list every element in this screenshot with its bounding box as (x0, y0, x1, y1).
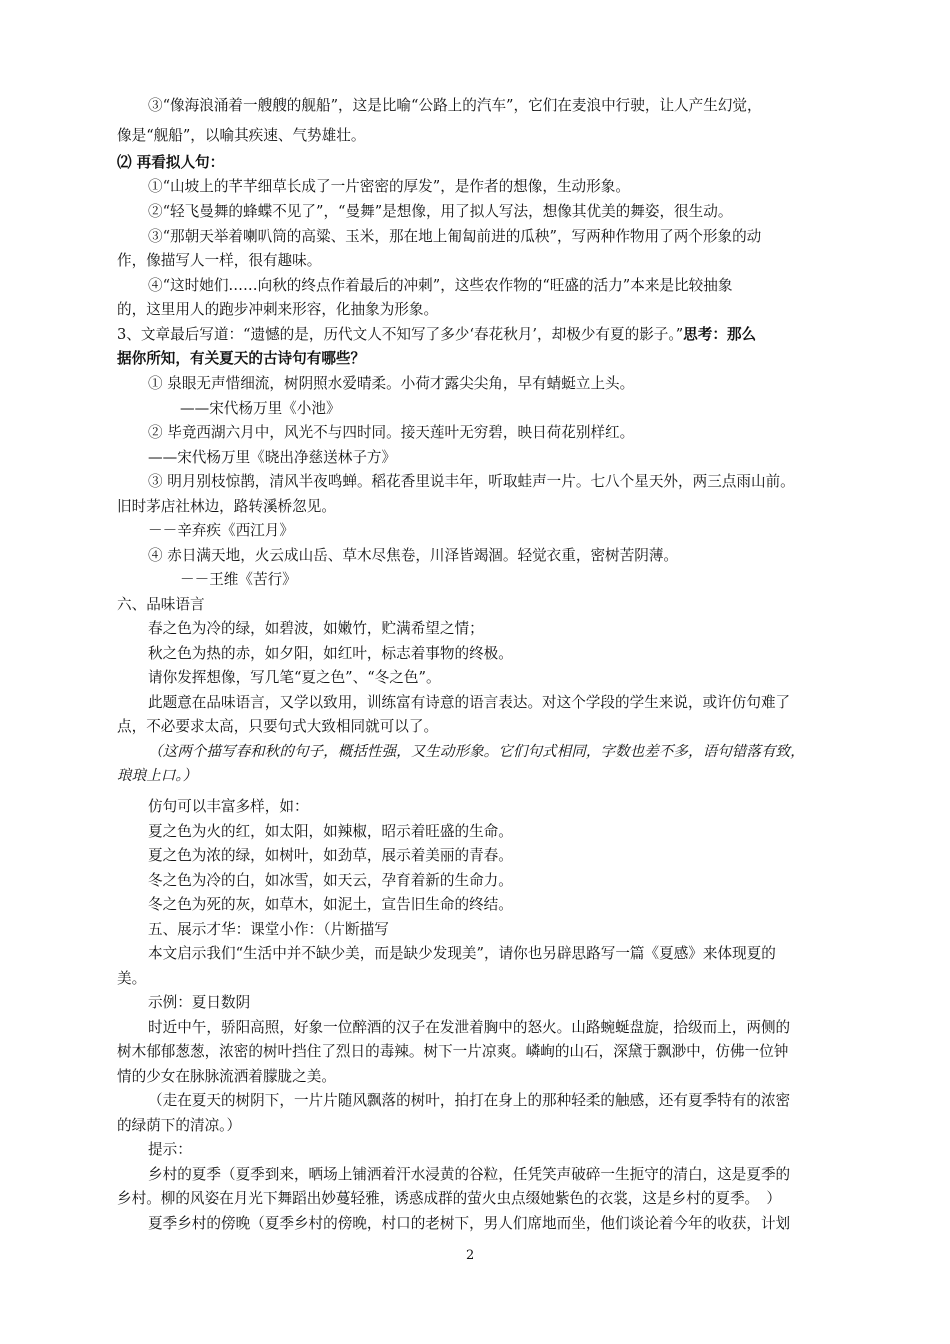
text-line: ④“这时她们……向秋的终点作着最后的冲刺”，这些农作物的“旺盛的活力”本来是比较抽象 (148, 277, 733, 294)
text-line: 夏之色为浓的绿，如树叶，如劲草，展示着美丽的青春。 (148, 847, 513, 864)
poem-line: ① 泉眼无声惜细流，树阴照水爱晴柔。小荷才露尖尖角，早有蜻蜓立上头。 (148, 375, 635, 392)
text-line: 乡村。柳的风姿在月光下舞蹈出妙蔓轻雅，诱惑成群的萤火虫点缀她紫色的衣裳，这是乡村的夏季。 ） (117, 1190, 782, 1207)
section-heading: 五、展示才华：课堂小作：（片断描写 (148, 921, 389, 938)
text-line: 夏之色为火的红，如太阳，如辣椒，昭示着旺盛的生命。 (148, 823, 513, 840)
question-think: 思考：那么 (683, 326, 757, 343)
text-line: ②“轻飞曼舞的蜂蝶不见了”，“曼舞”是想像，用了拟人写法，想像其优美的舞姿，很生动。 (148, 203, 733, 220)
section-heading: 六、品味语言 (117, 596, 205, 613)
text-line: 点，不必要求太高，只要句式大致相同就可以了。 (117, 718, 439, 735)
text-line: 像是“舰船”，以喻其疾速、气势雄壮。 (117, 127, 366, 144)
text-line: 此题意在品味语言，又学以致用，训练富有诗意的语言表达。对这个学段的学生来说，或许仿句难了 (148, 694, 791, 711)
text-line: 提示： (148, 1141, 192, 1158)
poem-line: 旧时茅店社林边，路转溪桥忽见。 (117, 498, 336, 515)
question-text: 3、文章最后写道：“遗憾的是，历代文人不知写了多少‘春花秋月’，却极少有夏的影子。” (117, 326, 684, 343)
text-line: 夏季乡村的傍晚（夏季乡村的傍晚，村口的老树下，男人们席地而坐，他们谈论着今年的收获，计划 (148, 1215, 791, 1232)
question-line-bold: 据你所知，有关夏天的古诗句有哪些？ (117, 350, 366, 367)
text-line: ③“像海浪涌着一艘艘的舰船”，这是比喻“公路上的汽车”，它们在麦浪中行驶，让人产生幻觉， (148, 97, 762, 114)
text-line: 本文启示我们“生活中并不缺少美，而是缺少发现美”，请你也另辟思路写一篇《夏感》来体现夏的 (148, 945, 776, 962)
note-line: 琅琅上口。） (117, 767, 198, 784)
poem-source: ——宋代杨万里《小池》 (180, 400, 341, 417)
text-line: 的，这里用人的跑步冲刺来形容，化抽象为形象。 (117, 301, 439, 318)
text-line: 时近中午，骄阳高照，好象一位醉酒的汉子在发泄着胸中的怒火。山路蜿蜒盘旋，拾级而上，两侧的 (148, 1019, 791, 1036)
poem-line: ④ 赤日满天地，火云成山岳、草木尽焦卷，川泽皆竭涸。轻觉衣重，密树苦阴薄。 (148, 547, 679, 564)
note-line: （这两个描写春和秋的句子，概括性强，又生动形象。它们句式相同，字数也差不多，语句错落有致， (148, 743, 805, 760)
text-line: 美。 (117, 970, 147, 987)
text-line: 情的少女在脉脉流洒着朦胧之美。 (117, 1068, 336, 1085)
text-line: 的绿荫下的清凉。） (117, 1117, 242, 1134)
text-line: ③“那朝天举着喇叭筒的高粱、玉米，那在地上匍匐前进的瓜秧”，写两种作物用了两个形象的动 (148, 228, 762, 245)
text-line: 作，像描写人一样，很有趣味。 (117, 252, 322, 269)
poem-source: ——宋代杨万里《晓出净慈送林子方》 (148, 449, 397, 466)
section-heading: ⑵ 再看拟人句： (117, 154, 225, 171)
text-line: 春之色为冷的绿，如碧波，如嫩竹，贮满希望之情； (148, 620, 484, 637)
question-line (117, 325, 756, 345)
text-line: 仿句可以丰富多样，如： (148, 798, 309, 815)
text-line: （走在夏天的树阴下，一片片随风飘落的树叶，拍打在身上的那种轻柔的触感，还有夏季特有的浓密 (148, 1092, 791, 1109)
text-line: 秋之色为热的赤，如夕阳，如红叶，标志着事物的终极。 (148, 645, 513, 662)
text-line: 冬之色为死的灰，如草木，如泥土，宣告旧生命的终结。 (148, 896, 513, 913)
poem-source: －－王维《苦行》 (180, 571, 297, 588)
text-line: 乡村的夏季（夏季到来，晒场上铺洒着汗水浸黄的谷粒，任凭笑声破碎一生扼守的清白，这是夏季的 (148, 1166, 791, 1183)
poem-line: ② 毕竟西湖六月中，风光不与四时同。接天莲叶无穷碧，映日荷花别样红。 (148, 424, 635, 441)
text-line: 示例：夏日数阴 (148, 994, 251, 1011)
text-line: 树木郁郁葱葱，浓密的树叶挡住了烈日的毒辣。树下一片凉爽。嶙峋的山石，深黛于飘渺中，仿佛一位钟 (117, 1043, 789, 1060)
poem-source: －－辛弃疾《西江月》 (148, 522, 294, 539)
page-number: 2 (466, 1248, 475, 1263)
poem-line: ③ 明月别枝惊鹊，清风半夜鸣蝉。稻花香里说丰年，听取蛙声一片。七八个星天外，两三点雨山前。 (148, 473, 795, 490)
text-line: ①“山坡上的芊芊细草长成了一片密密的厚发”，是作者的想像，生动形象。 (148, 178, 630, 195)
text-line: 冬之色为冷的白，如冰雪，如天云，孕育着新的生命力。 (148, 872, 513, 889)
text-line: 请你发挥想像，写几笔“夏之色”、“冬之色”。 (148, 669, 441, 686)
